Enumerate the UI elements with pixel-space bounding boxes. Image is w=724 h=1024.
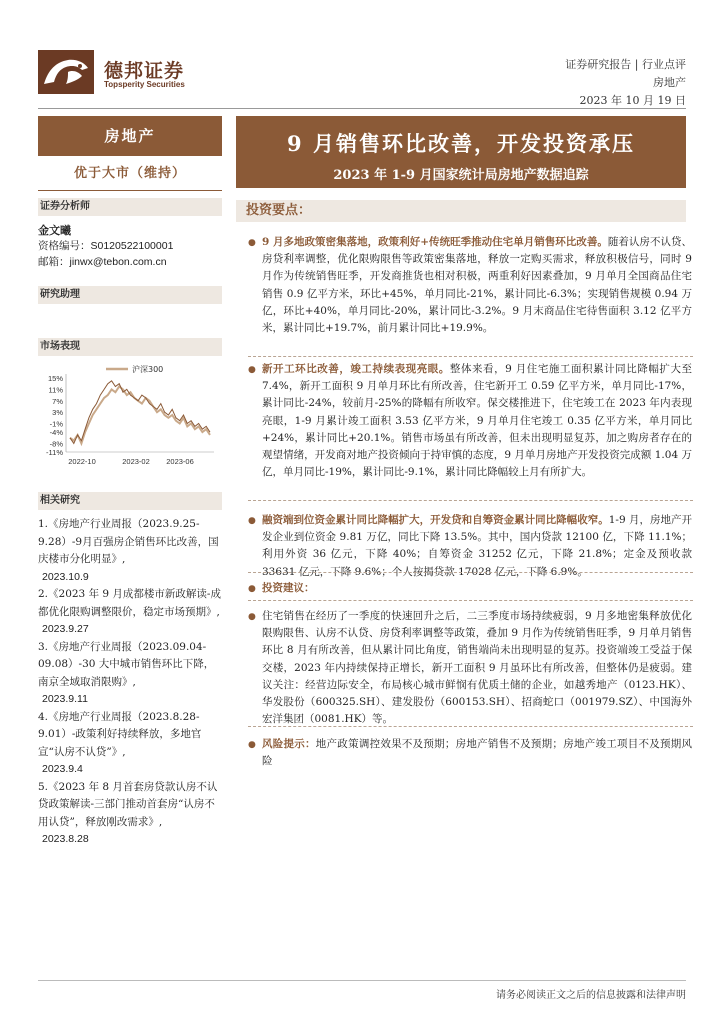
related-research-title: 2.《2023 年 9 月成都楼市新政解读-成都优化限购调整限价，稳定市场预期》, <box>38 588 221 618</box>
cert-value: S0120522100001 <box>90 240 174 252</box>
bullet-icon: ● <box>248 612 256 622</box>
x-tick-label: 2023-02 <box>122 457 150 466</box>
point-construction-body: 整体来看，9 月住宅施工面积累计同比降幅扩大至 7.4%，新开工面积 9 月单月环比有所改善，住宅新开工 0.59 亿平方米，单月同比-17%，累计同比-24%，较前月-25%的降幅有所收窄。保交楼推进下，住宅竣工在 2023 年内表现亮眼，1-9 月累计竣工面积 3.53 亿平方米，9 月单月住宅竣工 0.35 亿平方米，单月同比+24%，累计同比+20.1%。销售市场虽有所改善，但未出现明显复苏，加之购房者存在的观望情绪，开发商对地产投资倾向于持审慎的态度，9 月单月房地产开发投资完成额 1.04 万亿，单月同比-19%，累计同比-9.1%，累计同比降幅较上月有所扩大。 <box>262 363 692 479</box>
cert-label: 资格编号： <box>38 240 91 252</box>
related-research-list <box>38 516 222 849</box>
title-banner <box>236 116 686 188</box>
left-divider <box>38 190 222 191</box>
investment-heading: 投资要点： <box>236 200 686 222</box>
logo-text-cn: 德邦证券 <box>104 60 185 82</box>
divider <box>248 600 693 601</box>
point-policy <box>262 234 692 337</box>
analyst-email <box>38 254 167 269</box>
related-research-date: 2023.9.27 <box>42 623 89 635</box>
point-financing <box>262 512 692 581</box>
point-construction-head: 新开工环比改善，竣工持续表现亮眼。 <box>262 363 450 375</box>
investment-advice-head <box>262 580 692 597</box>
related-research-date: 2023.10.9 <box>42 570 89 583</box>
x-tick-label: 2023-06 <box>166 457 194 466</box>
related-research-item[interactable] <box>38 639 222 709</box>
sector-label: 房地产 <box>38 116 222 156</box>
rating-label: 优于大市（维持） <box>73 166 186 181</box>
y-tick-label: 15% <box>47 374 63 383</box>
y-tick-label: -11% <box>46 448 63 457</box>
point-policy-head: 9 月多地政策密集落地，政策利好+传统旺季推动住宅单月销售环比改善。 <box>262 236 608 248</box>
bullet-icon: ● <box>248 584 256 594</box>
y-tick-label: -8% <box>49 439 63 449</box>
company-logo <box>38 50 188 94</box>
risk-heading: 风险提示： <box>262 738 316 750</box>
risk-body: 地产政策调控效果不及预期；房地产销售不及预期；房地产竣工项目不及预期风险 <box>262 738 693 768</box>
report-title: 9 月销售环比改善，开发投资承压 <box>287 131 635 156</box>
point-financing-head: 融资端到位资金累计同比降幅扩大，开发贷和自筹资金累计同比降幅收窄。 <box>262 514 609 526</box>
market-heading: 市场表现 <box>38 338 222 356</box>
related-research-item[interactable] <box>38 709 222 779</box>
related-research-item[interactable] <box>38 586 222 639</box>
legend-label: 沪深300 <box>132 365 164 374</box>
related-research-date: 2023.9.11 <box>42 693 88 705</box>
investment-advice: 住宅销售在经历了一季度的快速回升之后，二三季度市场持续疲弱，9 月多地密集释放优化限购限售、认房不认贷、房贷利率调整等政策，叠加 9 月作为传统销售旺季，9 月单月销售环比 8 月有所改善，但从累计同比角度，销售端尚未出现明显的复苏。投资端竣工受益于保交楼，2023 年内持续保持正增长，新开工面积 9 月虽环比有所改善，但整体仍是疲弱。建议关注：经营边际安全，布局核心城市鲜悯有优质土储的企业，如越秀地产（0123.HK）、华发股份（600325.SH）、建发股份（600153.SH）、招商蛇口（001979.SZ）、中国海外宏洋集团（0081.HK）等。 <box>262 610 692 726</box>
report-type: 证券研究报告 | 行业点评 <box>565 58 686 71</box>
series-line <box>70 381 210 444</box>
market-performance-chart <box>38 362 222 472</box>
related-research-title: 1.《房地产行业周报（2023.9.25-9.28）-9月百强房企销售环比改善，国庆楼市分化明显》, <box>38 518 219 565</box>
logo-text-en: Topsperity Securities <box>104 80 185 89</box>
divider <box>248 726 693 727</box>
related-research-title: 3.《房地产行业周报（2023.09.04-09.08）-30 大中城市销售环比下降，南京全域取消限购》, <box>38 640 215 688</box>
divider <box>248 356 693 357</box>
header-sector: 房地产 <box>653 76 686 89</box>
bullet-icon: ● <box>248 740 256 750</box>
related-research-date: 2023.9.4 <box>42 763 83 775</box>
divider <box>248 500 693 501</box>
y-tick-label: -1% <box>49 419 63 429</box>
point-construction <box>262 361 692 481</box>
bullet-icon: ● <box>248 516 256 526</box>
divider <box>248 572 693 573</box>
related-research-title: 5.《2023 年 8 月首套房贷款认房不认贷政策解读-三部门推动首套房“认房不用认贷”，释放刚改需求》, <box>38 780 218 828</box>
email-value[interactable]: jinwx@tebon.com.cn <box>69 256 167 268</box>
analyst-heading: 证券分析师 <box>38 198 222 216</box>
advice-heading: 投资建议： <box>262 582 315 594</box>
y-tick-label: 11% <box>48 385 63 395</box>
header-divider <box>38 108 686 109</box>
x-tick-label: 2022-10 <box>68 457 96 466</box>
series-line <box>70 387 210 444</box>
assistant-heading: 研究助理 <box>38 286 222 304</box>
y-tick-label: 3% <box>52 408 63 418</box>
point-financing-body: 1-9 月，房地产开发企业到位资金 9.81 万亿，同比下降 13.5%。其中，国内贷款 12100 亿，下降 11.1%；利用外资 36 亿元，下降 40%；自筹资金 31252 亿元，下降 21.8%；定金及预收款 33631 亿元，下降 9.6%；个人按揭贷款 17028 亿元，下降 6.9%。 <box>262 514 693 578</box>
report-date: 2023 年 10 月 19 日 <box>579 94 686 107</box>
point-policy-body: 随着认房不认贷、房贷利率调整，优化限购限售等政策密集落地，释放一定购买需求，释放积极信号，同时 9 月作为传统销售旺季，开发商推货也相对积极，两重利好因素叠加，9 月单月全国商品住宅销售 0.9 亿平方米，环比+45%，单月同比-21%，累计同比-6.3%；实现销售规模 0.94 万亿，环比+40%，单月同比-20%，累计同比-3.2%。9 月末商品住宅待售面积 3.12 亿平方米，累计同比+19.7%，前月累计同比+19.9%。 <box>262 236 693 335</box>
footer-disclaimer[interactable]: 请务必阅读正文之后的信息披露和法律声明 <box>496 990 686 1001</box>
analyst-cert <box>38 238 173 253</box>
related-research-item[interactable] <box>38 516 222 586</box>
bullet-icon: ● <box>248 365 256 375</box>
logo-mark-icon <box>38 50 94 94</box>
related-research-title: 4.《房地产行业周报（2023.8.28-9.01）-政策利好持续释放，多地官宣“认房不认贷”》, <box>38 710 202 758</box>
footer-divider <box>38 980 686 981</box>
analyst-name: 金文曦 <box>38 224 71 237</box>
risk-warning <box>262 736 692 770</box>
y-tick-label: -4% <box>49 428 63 438</box>
related-heading: 相关研究 <box>38 492 222 510</box>
bullet-icon: ● <box>248 238 256 248</box>
y-tick-label: 7% <box>52 396 63 406</box>
related-research-item[interactable] <box>38 779 222 849</box>
email-label: 邮箱： <box>38 256 70 268</box>
related-research-date: 2023.8.28 <box>42 833 89 845</box>
report-subtitle: 2023 年 1-9 月国家统计局房地产数据追踪 <box>333 168 589 183</box>
